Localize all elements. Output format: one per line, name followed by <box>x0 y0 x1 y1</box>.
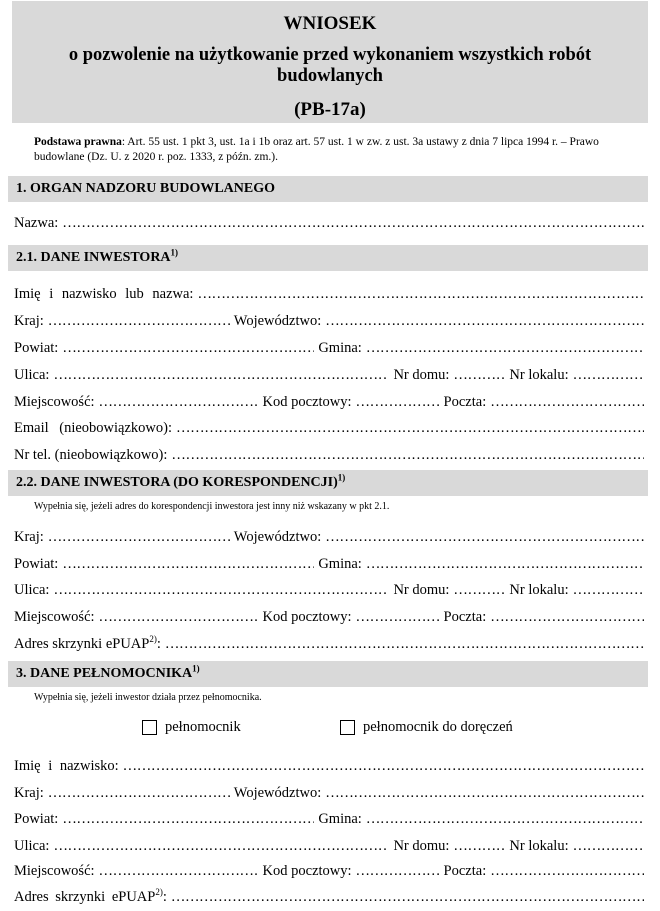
field-row-investor-powiat <box>14 339 644 357</box>
input-corr-wojewodztwo[interactable] <box>325 528 644 546</box>
field-row-corr-ulica <box>14 581 644 599</box>
input-investor-kod[interactable] <box>356 393 440 411</box>
input-proxy-gmina[interactable] <box>366 810 644 828</box>
input-proxy-powiat[interactable] <box>62 810 314 828</box>
label-kraj: Kraj: <box>14 785 44 801</box>
option-pelnomocnik-do-doreczen[interactable] <box>340 719 513 736</box>
label-ulica: Ulica: <box>14 838 50 854</box>
input-corr-nr-domu[interactable] <box>453 581 505 599</box>
input-investor-wojewodztwo[interactable] <box>325 312 644 330</box>
input-corr-kraj[interactable] <box>48 528 230 546</box>
section-2-1-title: 2.1. DANE INWESTORA <box>16 250 171 265</box>
input-investor-nr-domu[interactable] <box>453 366 505 384</box>
field-row-corr-epuap <box>14 635 644 653</box>
input-proxy-epuap[interactable] <box>171 888 644 906</box>
checkbox-icon[interactable] <box>340 720 355 735</box>
legal-basis <box>34 135 644 165</box>
input-organ-name[interactable] <box>62 214 644 232</box>
label-wojewodztwo: Województwo: <box>233 313 322 329</box>
label-powiat: Powiat: <box>14 340 59 356</box>
label-gmina: Gmina: <box>318 811 362 827</box>
input-investor-powiat[interactable] <box>62 339 314 357</box>
label-nazwa: Nazwa: <box>14 215 59 231</box>
label-nr-domu: Nr domu: <box>393 838 450 854</box>
field-row-organ-name <box>14 214 644 232</box>
label-kod: Kod pocztowy: <box>262 394 352 410</box>
label-nr-lokalu: Nr lokalu: <box>509 838 569 854</box>
input-proxy-wojewodztwo[interactable] <box>325 784 644 802</box>
label-kod: Kod pocztowy: <box>262 863 352 879</box>
input-proxy-name[interactable] <box>123 757 644 775</box>
input-proxy-kod[interactable] <box>356 862 440 880</box>
section-2-2-header <box>8 470 648 496</box>
label-kraj: Kraj: <box>14 529 44 545</box>
label-email: Email (nieobowiązkowo): <box>14 420 172 436</box>
input-proxy-ulica[interactable] <box>53 837 389 855</box>
section-3-header <box>8 661 648 687</box>
input-corr-ulica[interactable] <box>53 581 389 599</box>
label-nr-domu: Nr domu: <box>393 582 450 598</box>
label-gmina: Gmina: <box>318 340 362 356</box>
label-poczta: Poczta: <box>443 394 487 410</box>
field-row-investor-name <box>14 285 644 303</box>
input-proxy-nr-lokalu[interactable] <box>573 837 644 855</box>
input-proxy-poczta[interactable] <box>490 862 644 880</box>
input-corr-gmina[interactable] <box>366 555 644 573</box>
input-proxy-kraj[interactable] <box>48 784 230 802</box>
field-row-proxy-name <box>14 757 644 775</box>
legal-basis-text: : Art. 55 ust. 1 pkt 3, ust. 1a i 1b oraz art. 57 ust. 1 w zw. z ust. 3a ustawy z dnia 7 lipca 1994 r. – Prawo budowlane (Dz. U. z 2020 r. poz. 1333, z późn. zm.). <box>34 136 599 163</box>
input-proxy-miejscowosc[interactable] <box>99 862 259 880</box>
input-proxy-nr-domu[interactable] <box>453 837 505 855</box>
field-row-corr-miejscowosc <box>14 608 644 626</box>
legal-basis-label: Podstawa prawna <box>34 136 122 148</box>
input-investor-name[interactable] <box>197 285 644 303</box>
form-header <box>12 1 648 123</box>
input-investor-poczta[interactable] <box>490 393 644 411</box>
label-ulica: Ulica: <box>14 582 50 598</box>
field-row-proxy-ulica <box>14 837 644 855</box>
section-3-footnote: 1) <box>192 663 200 674</box>
section-3-note: Wypełnia się, jeżeli inwestor działa przez pełnomocnika. <box>34 692 262 703</box>
input-investor-miejscowosc[interactable] <box>99 393 259 411</box>
form-subtitle: o pozwolenie na użytkowanie przed wykonaniem wszystkich robót budowlanych <box>68 45 592 86</box>
section-2-1-header <box>8 245 648 271</box>
form-code: (PB-17a) <box>294 99 366 120</box>
label-miejscowosc: Miejscowość: <box>14 863 95 879</box>
label-epuap: Adres skrzynki ePUAP$^{2)}$: <box>14 887 167 905</box>
field-row-investor-ulica <box>14 366 644 384</box>
field-row-investor-tel <box>14 446 644 464</box>
label-imie-nazwisko-nazwa: Imię i nazwisko lub nazwa: <box>14 286 194 302</box>
field-row-investor-email <box>14 419 644 437</box>
field-row-proxy-kraj <box>14 784 644 802</box>
input-investor-ulica[interactable] <box>53 366 389 384</box>
proxy-type-options <box>0 719 660 739</box>
input-corr-miejscowosc[interactable] <box>99 608 259 626</box>
section-2-2-title: 2.2. DANE INWESTORA (DO KORESPONDENCJI) <box>16 475 338 490</box>
label-powiat: Powiat: <box>14 811 59 827</box>
label-epuap: Adres skrzynki ePUAP$^{2)}$: <box>14 634 161 652</box>
input-investor-tel[interactable] <box>171 446 644 464</box>
input-investor-kraj[interactable] <box>48 312 230 330</box>
label-kod: Kod pocztowy: <box>262 609 352 625</box>
section-2-2-footnote: 1) <box>337 472 346 483</box>
label-kraj: Kraj: <box>14 313 44 329</box>
option-pelnomocnik[interactable] <box>142 719 241 736</box>
checkbox-icon[interactable] <box>142 720 157 735</box>
input-investor-gmina[interactable] <box>366 339 644 357</box>
label-imie-nazwisko: Imię i nazwisko: <box>14 758 119 774</box>
label-tel: Nr tel. (nieobowiązkowo): <box>14 447 168 463</box>
field-row-corr-powiat <box>14 555 644 573</box>
label-wojewodztwo: Województwo: <box>233 529 322 545</box>
field-row-proxy-epuap <box>14 888 644 906</box>
input-corr-kod[interactable] <box>356 608 440 626</box>
option-pelnomocnik-label: pełnomocnik <box>165 719 241 735</box>
section-2-2-note: Wypełnia się, jeżeli adres do korespondencji inwestora jest inny niż wskazany w pkt 2.1. <box>34 501 390 512</box>
input-corr-powiat[interactable] <box>62 555 314 573</box>
input-corr-poczta[interactable] <box>490 608 644 626</box>
form-title: WNIOSEK <box>283 13 377 34</box>
section-1-header <box>8 176 648 202</box>
label-gmina: Gmina: <box>318 556 362 572</box>
input-investor-nr-lokalu[interactable] <box>573 366 644 384</box>
label-miejscowosc: Miejscowość: <box>14 609 95 625</box>
input-corr-epuap[interactable] <box>165 635 644 653</box>
label-poczta: Poczta: <box>443 609 487 625</box>
input-corr-nr-lokalu[interactable] <box>573 581 644 599</box>
field-row-proxy-powiat <box>14 810 644 828</box>
label-nr-lokalu: Nr lokalu: <box>509 582 569 598</box>
field-row-corr-kraj <box>14 528 644 546</box>
label-wojewodztwo: Województwo: <box>233 785 322 801</box>
label-powiat: Powiat: <box>14 556 59 572</box>
label-nr-domu: Nr domu: <box>393 367 450 383</box>
section-1-title: 1. ORGAN NADZORU BUDOWLANEGO <box>16 181 276 196</box>
section-3-title: 3. DANE PEŁNOMOCNIKA <box>16 666 193 681</box>
input-investor-email[interactable] <box>176 419 644 437</box>
label-miejscowosc: Miejscowość: <box>14 394 95 410</box>
option-pelnomocnik-do-doreczen-label: pełnomocnik do doręczeń <box>363 719 513 735</box>
label-poczta: Poczta: <box>443 863 487 879</box>
field-row-investor-kraj <box>14 312 644 330</box>
label-nr-lokalu: Nr lokalu: <box>509 367 569 383</box>
section-2-1-footnote: 1) <box>170 247 179 258</box>
field-row-proxy-miejscowosc <box>14 862 644 880</box>
label-ulica: Ulica: <box>14 367 50 383</box>
field-row-investor-miejscowosc <box>14 393 644 411</box>
